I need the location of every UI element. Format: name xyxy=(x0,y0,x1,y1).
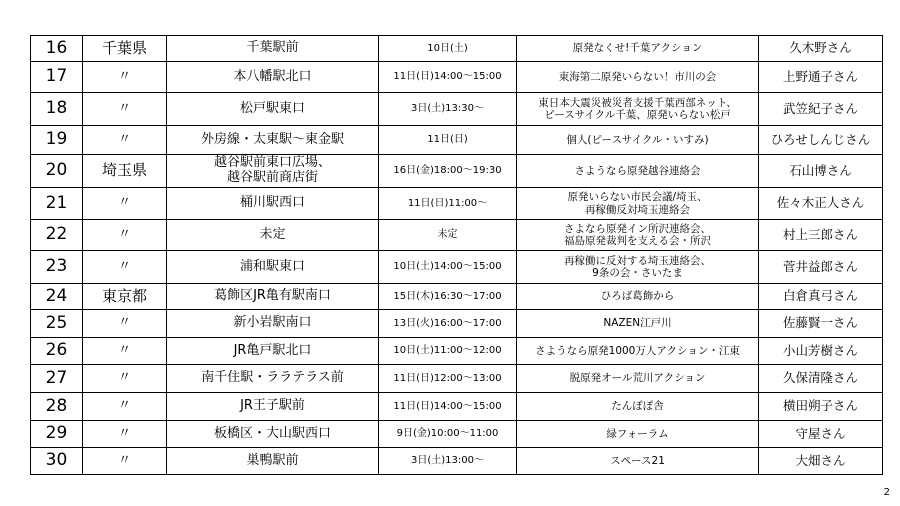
organizer-cell xyxy=(517,220,759,251)
row-number-cell: 27 xyxy=(31,365,83,393)
table-row xyxy=(31,310,883,338)
organizer-text: 緑フォーラム xyxy=(606,427,669,440)
date-time-text: 13日(火)16:00～17:00 xyxy=(393,317,502,329)
location-text: 外房線・太東駅～東金駅 xyxy=(200,131,344,147)
date-time-cell xyxy=(379,36,517,62)
row-number-cell: 16 xyxy=(31,36,83,62)
location-text: JR亀戸駅北口 xyxy=(233,342,312,358)
prefecture-cell: 〃 xyxy=(83,421,167,448)
date-time-cell xyxy=(379,188,517,220)
location-cell xyxy=(167,365,379,393)
row-number-cell: 21 xyxy=(31,188,83,220)
location-text: 未定 xyxy=(259,226,286,242)
date-time-text: 10日(土)14:00～15:00 xyxy=(393,261,502,273)
location-cell xyxy=(167,251,379,284)
date-time-text: 11日(日)11:00～ xyxy=(407,197,488,209)
events-table-body xyxy=(31,36,883,475)
row-number-cell: 29 xyxy=(31,421,83,448)
row-number-cell: 19 xyxy=(31,126,83,155)
location-text: 本八幡駅北口 xyxy=(233,68,312,84)
location-text: 葛飾区JR亀有駅南口 xyxy=(214,288,331,304)
location-cell xyxy=(167,188,379,220)
row-number-cell: 18 xyxy=(31,93,83,126)
organizer-cell xyxy=(517,338,759,365)
location-cell xyxy=(167,393,379,421)
organizer-text: 福島原発裁判を支える会・所沢 xyxy=(564,235,711,247)
organizer-text: さようなら原発1000万人アクション・江東 xyxy=(535,344,740,357)
organizer-cell xyxy=(517,421,759,448)
contact-person-cell: 横田朔子さん xyxy=(759,393,883,421)
prefecture-cell: 〃 xyxy=(83,310,167,338)
location-text: 桶川駅西口 xyxy=(239,195,305,211)
contact-person-cell: 白倉真弓さん xyxy=(759,284,883,310)
contact-person-cell: 佐藤賢一さん xyxy=(759,310,883,338)
location-cell xyxy=(167,126,379,155)
row-number-cell: 22 xyxy=(31,220,83,251)
date-time-text: 11日(日)14:00～15:00 xyxy=(393,71,502,83)
contact-person-cell: 菅井益郎さん xyxy=(759,251,883,284)
table-row xyxy=(31,36,883,62)
organizer-cell xyxy=(517,62,759,93)
date-time-text: 10日(土) xyxy=(427,42,468,54)
date-time-text: 15日(木)16:30～17:00 xyxy=(393,290,502,302)
date-time-cell xyxy=(379,421,517,448)
date-time-text: 11日(日)12:00～13:00 xyxy=(393,372,502,384)
contact-person-cell: 大畑さん xyxy=(759,448,883,475)
page-number: 2 xyxy=(883,487,890,498)
organizer-text: NAZEN江戸川 xyxy=(603,317,672,330)
location-text: 新小岩駅南口 xyxy=(233,315,312,331)
date-time-cell xyxy=(379,393,517,421)
date-time-cell xyxy=(379,155,517,188)
location-text: 板橋区・大山駅西口 xyxy=(213,425,331,441)
table-row xyxy=(31,155,883,188)
date-time-cell xyxy=(379,126,517,155)
contact-person-cell: 佐々木正人さん xyxy=(759,188,883,220)
date-time-text: 10日(土)11:00～12:00 xyxy=(393,345,502,357)
location-text: 越谷駅前商店街 xyxy=(226,170,318,185)
events-table xyxy=(30,35,883,475)
location-text: 松戸駅東口 xyxy=(239,100,305,116)
location-cell xyxy=(167,284,379,310)
date-time-text: 9日(金)10:00～11:00 xyxy=(396,428,499,440)
table-row xyxy=(31,126,883,155)
date-time-cell xyxy=(379,93,517,126)
contact-person-cell: 上野通子さん xyxy=(759,62,883,93)
organizer-text: 9条の会・さいたま xyxy=(592,267,683,279)
date-time-cell xyxy=(379,284,517,310)
prefecture-cell: 〃 xyxy=(83,93,167,126)
organizer-cell xyxy=(517,310,759,338)
location-cell xyxy=(167,448,379,475)
location-cell xyxy=(167,220,379,251)
location-text: 巣鴨駅前 xyxy=(246,452,299,468)
organizer-cell xyxy=(517,393,759,421)
prefecture-cell: 〃 xyxy=(83,448,167,475)
organizer-text: 東海第二原発いらない！市川の会 xyxy=(558,70,717,83)
organizer-text: さよなら原発イン所沢連絡会、 xyxy=(564,222,711,235)
table-row xyxy=(31,284,883,310)
organizer-cell xyxy=(517,93,759,126)
row-number-cell: 23 xyxy=(31,251,83,284)
contact-person-cell: 石山博さん xyxy=(759,155,883,188)
organizer-text: 原発なくせ!千葉アクション xyxy=(572,42,703,55)
date-time-text: 11日(日) xyxy=(427,134,468,146)
contact-person-cell: 村上三郎さん xyxy=(759,220,883,251)
date-time-cell xyxy=(379,365,517,393)
row-number-cell: 24 xyxy=(31,284,83,310)
location-cell xyxy=(167,36,379,62)
row-number-cell: 17 xyxy=(31,62,83,93)
date-time-cell xyxy=(379,338,517,365)
location-text: 浦和駅東口 xyxy=(239,258,305,274)
date-time-text: 3日(土)13:30～ xyxy=(411,103,484,115)
location-cell xyxy=(167,421,379,448)
row-number-cell: 28 xyxy=(31,393,83,421)
prefecture-cell: 〃 xyxy=(83,220,167,251)
prefecture-cell: 〃 xyxy=(83,251,167,284)
row-number-cell: 25 xyxy=(31,310,83,338)
date-time-text: 未定 xyxy=(437,229,458,241)
organizer-text: 東日本大震災被災者支援千葉西部ネット、 xyxy=(538,96,737,109)
table-row xyxy=(31,251,883,284)
prefecture-cell: 〃 xyxy=(83,393,167,421)
prefecture-cell: 〃 xyxy=(83,188,167,220)
organizer-text: 再稼働反対埼玉連絡会 xyxy=(585,203,690,216)
contact-person-cell: 守屋さん xyxy=(759,421,883,448)
table-row xyxy=(31,188,883,220)
organizer-cell xyxy=(517,365,759,393)
organizer-cell xyxy=(517,284,759,310)
contact-person-cell: 小山芳樹さん xyxy=(759,338,883,365)
table-row xyxy=(31,220,883,251)
organizer-cell xyxy=(517,251,759,284)
location-cell xyxy=(167,338,379,365)
organizer-text: 個人(ピースサイクル・いすみ) xyxy=(566,133,709,146)
contact-person-cell: 久保清隆さん xyxy=(759,365,883,393)
organizer-cell xyxy=(517,188,759,220)
organizer-text: ピースサイクル千葉、原発いらない松戸 xyxy=(544,109,731,121)
table-row xyxy=(31,93,883,126)
organizer-text: 原発いらない市民会議/埼玉、 xyxy=(567,191,708,204)
location-cell xyxy=(167,62,379,93)
row-number-cell: 30 xyxy=(31,448,83,475)
contact-person-cell: 武笠紀子さん xyxy=(759,93,883,126)
prefecture-cell: 東京都 xyxy=(83,284,167,310)
prefecture-cell: 千葉県 xyxy=(83,36,167,62)
date-time-cell xyxy=(379,62,517,93)
date-time-cell xyxy=(379,310,517,338)
organizer-text: ひろば葛飾から xyxy=(600,290,675,303)
date-time-text: 11日(日)14:00～15:00 xyxy=(393,400,502,412)
organizer-cell xyxy=(517,448,759,475)
date-time-text: 3日(土)13:00～ xyxy=(411,455,484,467)
location-text: 千葉駅前 xyxy=(246,40,299,56)
row-number-cell: 26 xyxy=(31,338,83,365)
organizer-text: たんぽぽ舎 xyxy=(611,400,664,413)
organizer-cell xyxy=(517,126,759,155)
location-cell xyxy=(167,310,379,338)
contact-person-cell: 久木野さん xyxy=(759,36,883,62)
table-row xyxy=(31,365,883,393)
organizer-text: スペース21 xyxy=(610,454,665,467)
table-row xyxy=(31,393,883,421)
location-text: JR王子駅前 xyxy=(240,398,305,414)
table-row xyxy=(31,62,883,93)
date-time-cell xyxy=(379,220,517,251)
date-time-text: 16日(金)18:00～19:30 xyxy=(393,165,502,177)
table-row xyxy=(31,338,883,365)
organizer-text: 再稼働に反対する埼玉連絡会、 xyxy=(564,254,711,267)
prefecture-cell: 〃 xyxy=(83,62,167,93)
organizer-cell xyxy=(517,155,759,188)
date-time-cell xyxy=(379,448,517,475)
table-row xyxy=(31,421,883,448)
prefecture-cell: 〃 xyxy=(83,365,167,393)
organizer-text: さようなら原発越谷連絡会 xyxy=(574,164,701,177)
prefecture-cell: 埼玉県 xyxy=(83,155,167,188)
table-row xyxy=(31,448,883,475)
prefecture-cell: 〃 xyxy=(83,338,167,365)
organizer-cell xyxy=(517,36,759,62)
prefecture-cell: 〃 xyxy=(83,126,167,155)
organizer-text: 脱原発オール荒川アクション xyxy=(569,372,706,385)
date-time-cell xyxy=(379,251,517,284)
location-cell xyxy=(167,93,379,126)
location-cell xyxy=(167,155,379,188)
contact-person-cell: ひろせしんじさん xyxy=(759,126,883,155)
location-text: 越谷駅前東口広場、 xyxy=(213,155,331,171)
location-text: 南千住駅・ララテラス前 xyxy=(201,370,344,386)
row-number-cell: 20 xyxy=(31,155,83,188)
